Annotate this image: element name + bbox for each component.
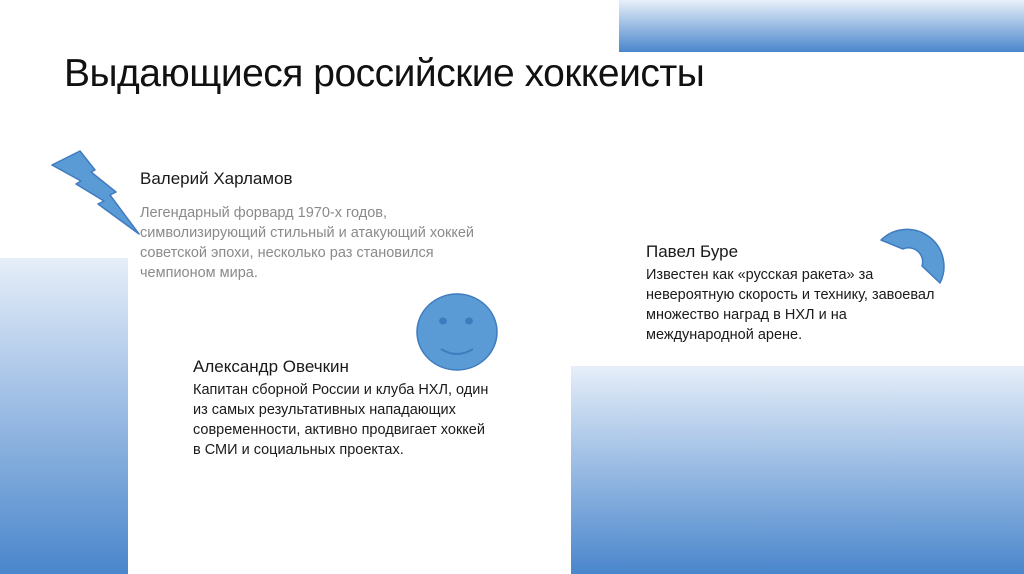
- left-gradient-band: [0, 258, 128, 574]
- description-line: в СМИ и социальных проектах.: [193, 442, 404, 458]
- player-name-bure: Павел Буре: [646, 242, 739, 261]
- player-description-kharlamov: [140, 203, 474, 283]
- player-description-bure: [646, 265, 934, 345]
- top-right-gradient-band: [619, 0, 1024, 52]
- player-description-ovechkin: [193, 380, 488, 460]
- player-name-kharlamov: Валерий Харламов: [140, 169, 293, 188]
- smiley-left-eye: [439, 318, 447, 325]
- smiley-face-icon: [415, 292, 499, 372]
- slide-title: Выдающиеся российские хоккеисты: [64, 52, 705, 95]
- description-line: символизирующий стильный и атакующий хоккей: [140, 225, 475, 241]
- player-name-ovechkin: Александр Овечкин: [193, 357, 349, 376]
- description-line: Капитан сборной России и клуба НХЛ, один: [193, 382, 489, 398]
- description-line: Известен как «русская ракета» за: [646, 267, 874, 283]
- description-line: невероятную скорость и технику, завоевал: [646, 287, 935, 303]
- lightning-icon: [48, 148, 142, 240]
- description-line: советской эпохи, несколько раз становился: [140, 245, 434, 261]
- description-line: международной арене.: [646, 327, 803, 343]
- description-line: современности, активно продвигает хоккей: [193, 422, 485, 438]
- smiley-right-eye: [465, 318, 473, 325]
- description-line: чемпионом мира.: [140, 265, 258, 281]
- bottom-right-gradient-band: [571, 366, 1024, 574]
- description-line: множество наград в НХЛ и на: [646, 307, 847, 323]
- description-line: Легендарный форвард 1970-х годов,: [140, 205, 387, 221]
- description-line: из самых результативных нападающих: [193, 402, 456, 418]
